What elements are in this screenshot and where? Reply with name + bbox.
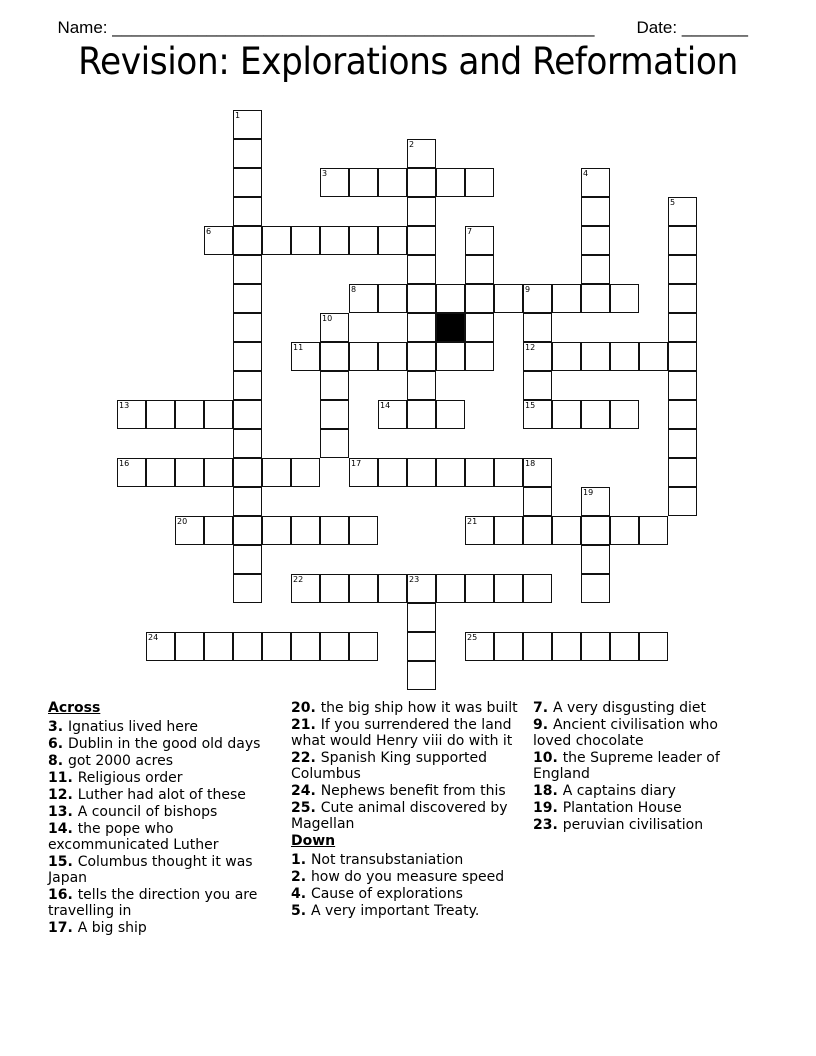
grid-cell[interactable] [465, 226, 494, 255]
clue-item [48, 854, 280, 886]
grid-cell[interactable] [320, 429, 349, 458]
clue-number: 14 [380, 401, 391, 410]
grid-cell[interactable] [407, 197, 436, 226]
grid-cell[interactable] [465, 516, 494, 545]
clue-number: 16 [119, 459, 130, 468]
grid-cell[interactable] [610, 342, 639, 371]
grid-cell[interactable] [494, 458, 523, 487]
grid-cell[interactable] [320, 168, 349, 197]
clue-item [48, 920, 280, 936]
clue-text: Spanish King supported Columbus [291, 750, 487, 782]
grid-cell[interactable] [146, 400, 175, 429]
grid-cell[interactable] [407, 168, 436, 197]
clue-number-label: 20. [291, 700, 321, 716]
clue-item [291, 903, 523, 919]
grid-cell[interactable] [233, 226, 262, 255]
grid-cell[interactable] [581, 545, 610, 574]
grid-cell[interactable] [320, 400, 349, 429]
clue-item [291, 800, 523, 832]
name-blank[interactable]: ___________________________________________________ [112, 18, 595, 37]
grid-cell[interactable] [639, 632, 668, 661]
clue-number-label: 9. [533, 717, 553, 733]
grid-cell[interactable] [668, 284, 697, 313]
grid-cell[interactable] [262, 226, 291, 255]
grid-cell[interactable] [233, 342, 262, 371]
clue-number-label: 18. [533, 783, 563, 799]
clues-column-3 [533, 700, 743, 834]
clue-number-label: 4. [291, 886, 311, 902]
clue-number: 6 [206, 227, 212, 236]
grid-cell[interactable] [407, 284, 436, 313]
clue-number-label: 21. [291, 717, 321, 733]
grid-cell[interactable] [320, 313, 349, 342]
grid-cell[interactable] [465, 313, 494, 342]
grid-cell[interactable] [291, 632, 320, 661]
clue-number-label: 11. [48, 770, 78, 786]
grid-cell[interactable] [668, 400, 697, 429]
clue-number-label: 10. [533, 750, 563, 766]
grid-cell[interactable] [378, 342, 407, 371]
grid-cell[interactable] [465, 168, 494, 197]
clue-number-label: 2. [291, 869, 311, 885]
grid-cell[interactable] [378, 226, 407, 255]
clue-text: the Supreme leader of England [533, 750, 720, 782]
grid-cell[interactable] [233, 516, 262, 545]
grid-cell[interactable] [320, 516, 349, 545]
grid-cell[interactable] [233, 255, 262, 284]
clue-number: 15 [525, 401, 536, 410]
grid-cell[interactable] [552, 284, 581, 313]
grid-cell[interactable] [436, 574, 465, 603]
clue-item [291, 869, 523, 885]
clue-number: 22 [293, 575, 304, 584]
grid-cell[interactable] [117, 458, 146, 487]
grid-cell[interactable] [378, 400, 407, 429]
grid-cell[interactable] [291, 458, 320, 487]
clue-number-label: 13. [48, 804, 78, 820]
grid-cell[interactable] [349, 342, 378, 371]
grid-cell[interactable] [407, 255, 436, 284]
grid-cell[interactable] [436, 342, 465, 371]
grid-cell[interactable] [378, 284, 407, 313]
grid-cell[interactable] [291, 226, 320, 255]
clue-number-label: 12. [48, 787, 78, 803]
name-label: Name: [57, 18, 113, 37]
grid-cell[interactable] [146, 458, 175, 487]
grid-cell[interactable] [291, 574, 320, 603]
grid-cell[interactable] [465, 342, 494, 371]
clue-number-label: 8. [48, 753, 68, 769]
grid-cell[interactable] [233, 139, 262, 168]
grid-cell[interactable] [668, 226, 697, 255]
grid-cell[interactable] [581, 255, 610, 284]
across-clue-list [48, 719, 280, 936]
grid-cell[interactable] [233, 197, 262, 226]
clue-number-label: 3. [48, 719, 68, 735]
date-label: Date: [636, 18, 682, 37]
grid-cell[interactable] [581, 487, 610, 516]
grid-cell[interactable] [233, 545, 262, 574]
grid-cell[interactable] [233, 632, 262, 661]
grid-cell[interactable] [523, 400, 552, 429]
grid-cell[interactable] [117, 400, 146, 429]
grid-cell[interactable] [407, 313, 436, 342]
clues-column-2 [291, 700, 523, 920]
grid-cell[interactable] [668, 342, 697, 371]
grid-cell[interactable] [233, 313, 262, 342]
clue-item [533, 817, 743, 833]
grid-cell[interactable] [581, 516, 610, 545]
grid-cell[interactable] [233, 284, 262, 313]
clue-text: A captains diary [562, 783, 676, 799]
clue-number: 1 [235, 111, 241, 120]
grid-cell[interactable] [465, 574, 494, 603]
clue-number-label: 14. [48, 821, 78, 837]
clue-text: A council of bishops [77, 804, 218, 820]
grid-cell[interactable] [291, 342, 320, 371]
clue-item [533, 717, 743, 749]
clue-number: 11 [293, 343, 304, 352]
grid-cell[interactable] [407, 574, 436, 603]
grid-cell[interactable] [639, 516, 668, 545]
clue-text: the big ship how it was built [320, 700, 518, 716]
clue-text: If you surrendered the land what would Henry viii do with it [291, 717, 513, 749]
grid-cell[interactable] [407, 632, 436, 661]
grid-cell[interactable] [436, 284, 465, 313]
grid-cell[interactable] [407, 603, 436, 632]
down-heading: Down [291, 833, 336, 849]
clue-item [291, 750, 523, 782]
grid-cell[interactable] [349, 226, 378, 255]
grid-cell[interactable] [175, 458, 204, 487]
clue-text: Ignatius lived here [67, 719, 198, 735]
grid-cell[interactable] [407, 371, 436, 400]
grid-cell[interactable] [465, 255, 494, 284]
grid-cell[interactable] [523, 574, 552, 603]
clue-item [48, 887, 280, 919]
grid-cell[interactable] [552, 516, 581, 545]
clue-number: 4 [583, 169, 589, 178]
grid-cell[interactable] [233, 400, 262, 429]
grid-cell[interactable] [378, 458, 407, 487]
clue-number-label: 15. [48, 854, 78, 870]
clue-item [533, 700, 743, 716]
clue-number-label: 1. [291, 852, 311, 868]
clue-text: Plantation House [562, 800, 682, 816]
clue-number: 21 [467, 517, 478, 526]
clue-number-label: 22. [291, 750, 321, 766]
grid-cell[interactable] [552, 400, 581, 429]
clue-text: Cute animal discovered by Magellan [291, 800, 508, 832]
clue-number-label: 19. [533, 800, 563, 816]
grid-cell[interactable] [407, 458, 436, 487]
grid-cell[interactable] [552, 632, 581, 661]
grid-cell[interactable] [436, 168, 465, 197]
clue-number-label: 5. [291, 903, 311, 919]
clue-text: tells the direction you are travelling in [48, 887, 258, 919]
across-heading: Across [48, 700, 101, 716]
grid-cell[interactable] [523, 284, 552, 313]
grid-cell[interactable] [494, 574, 523, 603]
grid-cell[interactable] [407, 139, 436, 168]
clue-text: Not transubstaniation [310, 852, 464, 868]
clue-number: 13 [119, 401, 130, 410]
clue-number-label: 23. [533, 817, 563, 833]
clue-text: got 2000 acres [67, 753, 174, 769]
clue-text: Cause of explorations [310, 886, 463, 902]
grid-cell[interactable] [407, 226, 436, 255]
clue-number: 3 [322, 169, 328, 178]
clue-item [291, 783, 523, 799]
clue-number: 24 [148, 633, 159, 642]
across-clue-list-cont [291, 700, 523, 832]
clue-item [48, 770, 280, 786]
grid-cell[interactable] [523, 371, 552, 400]
grid-cell[interactable] [581, 226, 610, 255]
grid-cell[interactable] [233, 458, 262, 487]
grid-cell[interactable] [581, 168, 610, 197]
clue-text: Ancient civilisation who loved chocolate [533, 717, 718, 749]
grid-cell[interactable] [581, 632, 610, 661]
clue-item [533, 800, 743, 816]
grid-cell[interactable] [378, 574, 407, 603]
clue-item [48, 719, 280, 735]
clue-item [291, 852, 523, 868]
grid-cell[interactable] [204, 458, 233, 487]
grid-cell[interactable] [610, 632, 639, 661]
grid-cell[interactable] [494, 516, 523, 545]
grid-cell[interactable] [233, 110, 262, 139]
black-cell [436, 313, 465, 342]
page-title: Revision: Explorations and Reformation [78, 40, 738, 83]
down-clue-list [291, 852, 523, 919]
grid-cell[interactable] [349, 168, 378, 197]
clue-number: 25 [467, 633, 478, 642]
grid-cell[interactable] [523, 516, 552, 545]
clue-number-label: 17. [48, 920, 78, 936]
grid-cell[interactable] [465, 284, 494, 313]
clue-text: Columbus thought it was Japan [48, 854, 253, 886]
grid-cell[interactable] [465, 458, 494, 487]
grid-cell[interactable] [349, 516, 378, 545]
grid-cell[interactable] [581, 400, 610, 429]
clue-item [48, 753, 280, 769]
down-clue-list-cont [533, 700, 743, 833]
grid-cell[interactable] [378, 168, 407, 197]
clues-column-1 [48, 700, 280, 937]
grid-cell[interactable] [610, 516, 639, 545]
clue-item [291, 886, 523, 902]
clue-text: how do you measure speed [310, 869, 505, 885]
clue-number: 5 [670, 198, 676, 207]
grid-cell[interactable] [349, 632, 378, 661]
clue-number: 9 [525, 285, 531, 294]
grid-cell[interactable] [581, 342, 610, 371]
grid-cell[interactable] [233, 487, 262, 516]
grid-cell[interactable] [175, 516, 204, 545]
grid-cell[interactable] [349, 458, 378, 487]
grid-cell[interactable] [320, 632, 349, 661]
clue-item [48, 804, 280, 820]
clue-number: 20 [177, 517, 188, 526]
grid-cell[interactable] [581, 197, 610, 226]
grid-cell[interactable] [523, 487, 552, 516]
grid-cell[interactable] [146, 632, 175, 661]
clue-text: Religious order [77, 770, 183, 786]
grid-cell[interactable] [204, 400, 233, 429]
grid-cell[interactable] [320, 342, 349, 371]
grid-cell[interactable] [262, 516, 291, 545]
clue-text: Nephews benefit from this [320, 783, 506, 799]
grid-cell[interactable] [349, 284, 378, 313]
grid-cell[interactable] [262, 458, 291, 487]
grid-cell[interactable] [233, 168, 262, 197]
grid-cell[interactable] [523, 632, 552, 661]
grid-cell[interactable] [581, 284, 610, 313]
grid-cell[interactable] [610, 284, 639, 313]
grid-cell[interactable] [494, 284, 523, 313]
grid-cell[interactable] [465, 632, 494, 661]
grid-cell[interactable] [175, 632, 204, 661]
clue-text: peruvian civilisation [562, 817, 704, 833]
clue-number: 10 [322, 314, 333, 323]
clue-text: A big ship [77, 920, 147, 936]
grid-cell[interactable] [291, 516, 320, 545]
grid-cell[interactable] [204, 226, 233, 255]
grid-cell[interactable] [523, 342, 552, 371]
clue-text: Dublin in the good old days [67, 736, 261, 752]
clue-number-label: 6. [48, 736, 68, 752]
grid-cell[interactable] [407, 661, 436, 690]
clue-number: 18 [525, 459, 536, 468]
grid-cell[interactable] [639, 342, 668, 371]
clue-number: 8 [351, 285, 357, 294]
grid-cell[interactable] [436, 400, 465, 429]
grid-cell[interactable] [668, 371, 697, 400]
clue-item [48, 787, 280, 803]
grid-cell[interactable] [349, 574, 378, 603]
clue-number-label: 25. [291, 800, 321, 816]
clue-text: A very disgusting diet [552, 700, 706, 716]
grid-cell[interactable] [320, 371, 349, 400]
clue-number: 2 [409, 140, 415, 149]
clue-number: 17 [351, 459, 362, 468]
grid-cell[interactable] [668, 429, 697, 458]
grid-cell[interactable] [233, 574, 262, 603]
grid-cell[interactable] [610, 400, 639, 429]
clue-item [533, 750, 743, 782]
date-blank[interactable]: _______ [681, 18, 748, 37]
grid-cell[interactable] [668, 255, 697, 284]
grid-cell[interactable] [407, 342, 436, 371]
clue-item [533, 783, 743, 799]
grid-cell[interactable] [668, 487, 697, 516]
grid-cell[interactable] [204, 632, 233, 661]
clue-number: 12 [525, 343, 536, 352]
clue-number-label: 16. [48, 887, 78, 903]
clue-number-label: 24. [291, 783, 321, 799]
clue-number: 7 [467, 227, 473, 236]
grid-cell[interactable] [668, 313, 697, 342]
grid-cell[interactable] [204, 516, 233, 545]
clue-text: the pope who excommunicated Luther [48, 821, 219, 853]
grid-cell[interactable] [668, 458, 697, 487]
clue-number: 23 [409, 575, 420, 584]
grid-cell[interactable] [436, 458, 465, 487]
grid-cell[interactable] [175, 400, 204, 429]
grid-cell[interactable] [552, 342, 581, 371]
grid-cell[interactable] [320, 574, 349, 603]
clue-number: 19 [583, 488, 594, 497]
clue-number-label: 7. [533, 700, 553, 716]
grid-cell[interactable] [494, 632, 523, 661]
grid-cell[interactable] [581, 574, 610, 603]
grid-cell[interactable] [523, 313, 552, 342]
clue-item [291, 717, 523, 749]
clue-item [48, 736, 280, 752]
grid-cell[interactable] [233, 371, 262, 400]
clue-text: A very important Treaty. [310, 903, 480, 919]
grid-cell[interactable] [233, 429, 262, 458]
grid-cell[interactable] [320, 226, 349, 255]
grid-cell[interactable] [407, 400, 436, 429]
clue-item [48, 821, 280, 853]
grid-cell[interactable] [668, 197, 697, 226]
clue-text: Luther had alot of these [77, 787, 246, 803]
grid-cell[interactable] [262, 632, 291, 661]
clue-item [291, 700, 523, 716]
grid-cell[interactable] [523, 458, 552, 487]
